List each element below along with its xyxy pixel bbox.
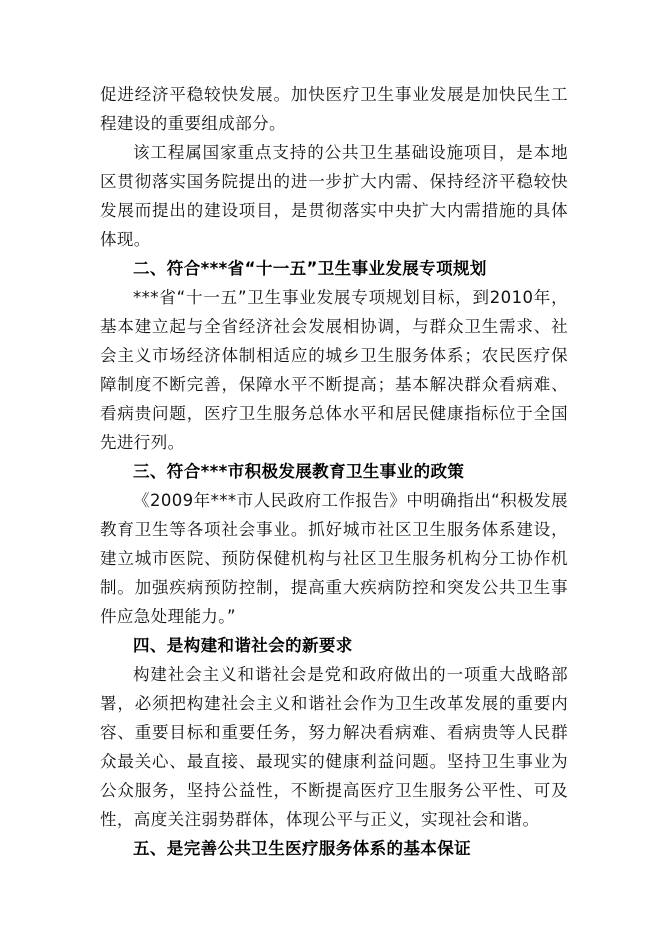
section-heading-2: 二、符合***省“十一五”卫生事业发展专项规划: [133, 259, 487, 278]
document-body: [100, 80, 568, 863]
paragraph-continued: 促进经济平稳较快发展。加快医疗卫生事业发展是加快民生工程建设的重要组成部分。: [100, 85, 568, 133]
paragraph-harmonious-society: 构建社会主义和谐社会是党和政府做出的一项重大战略部署，必须把构建社会主义和谐社会作为卫生改革发展的重要内容、重要目标和重要任务，努力解决看病难、看病贵等人民群众最关心、最直接、最现实的健康利益问题。坚持卫生事业为公众服务，坚持公益性，不断提高医疗卫生服务公平性、可及性，高度关注弱势群体，体现公平与正义，实现社会和谐。: [100, 665, 568, 829]
section-heading-5: 五、是完善公共卫生医疗服务体系的基本保证: [133, 839, 471, 858]
paragraph-project-significance: 该工程属国家重点支持的公共卫生基础设施项目，是本地区贯彻落实国务院提出的进一步扩大内需、保持经济平稳较快发展而提出的建设项目，是贯彻落实中央扩大内需措施的具体体现。: [100, 143, 568, 249]
section-heading-3: 三、符合***市积极发展教育卫生事业的政策: [133, 462, 465, 481]
paragraph-provincial-plan: ***省“十一五”卫生事业发展专项规划目标，到2010年，基本建立起与全省经济社会发展相协调，与群众卫生需求、社会主义市场经济体制相适应的城乡卫生服务体系；农民医疗保障制度不断完善，保障水平不断提高；基本解决群众看病难、看病贵问题，医疗卫生服务总体水平和居民健康指标位于全国先进行列。: [100, 288, 568, 452]
section-heading-4: 四、是构建和谐社会的新要求: [133, 636, 353, 655]
paragraph-city-policy: 《2009年***市人民政府工作报告》中明确指出“积极发展教育卫生等各项社会事业。抓好城市社区卫生服务体系建设，建立城市医院、预防保健机构与社区卫生服务机构分工协作机制。加强疾病预防控制，提高重大疾病防控和突发公共卫生事件应急处理能力。”: [100, 491, 568, 626]
